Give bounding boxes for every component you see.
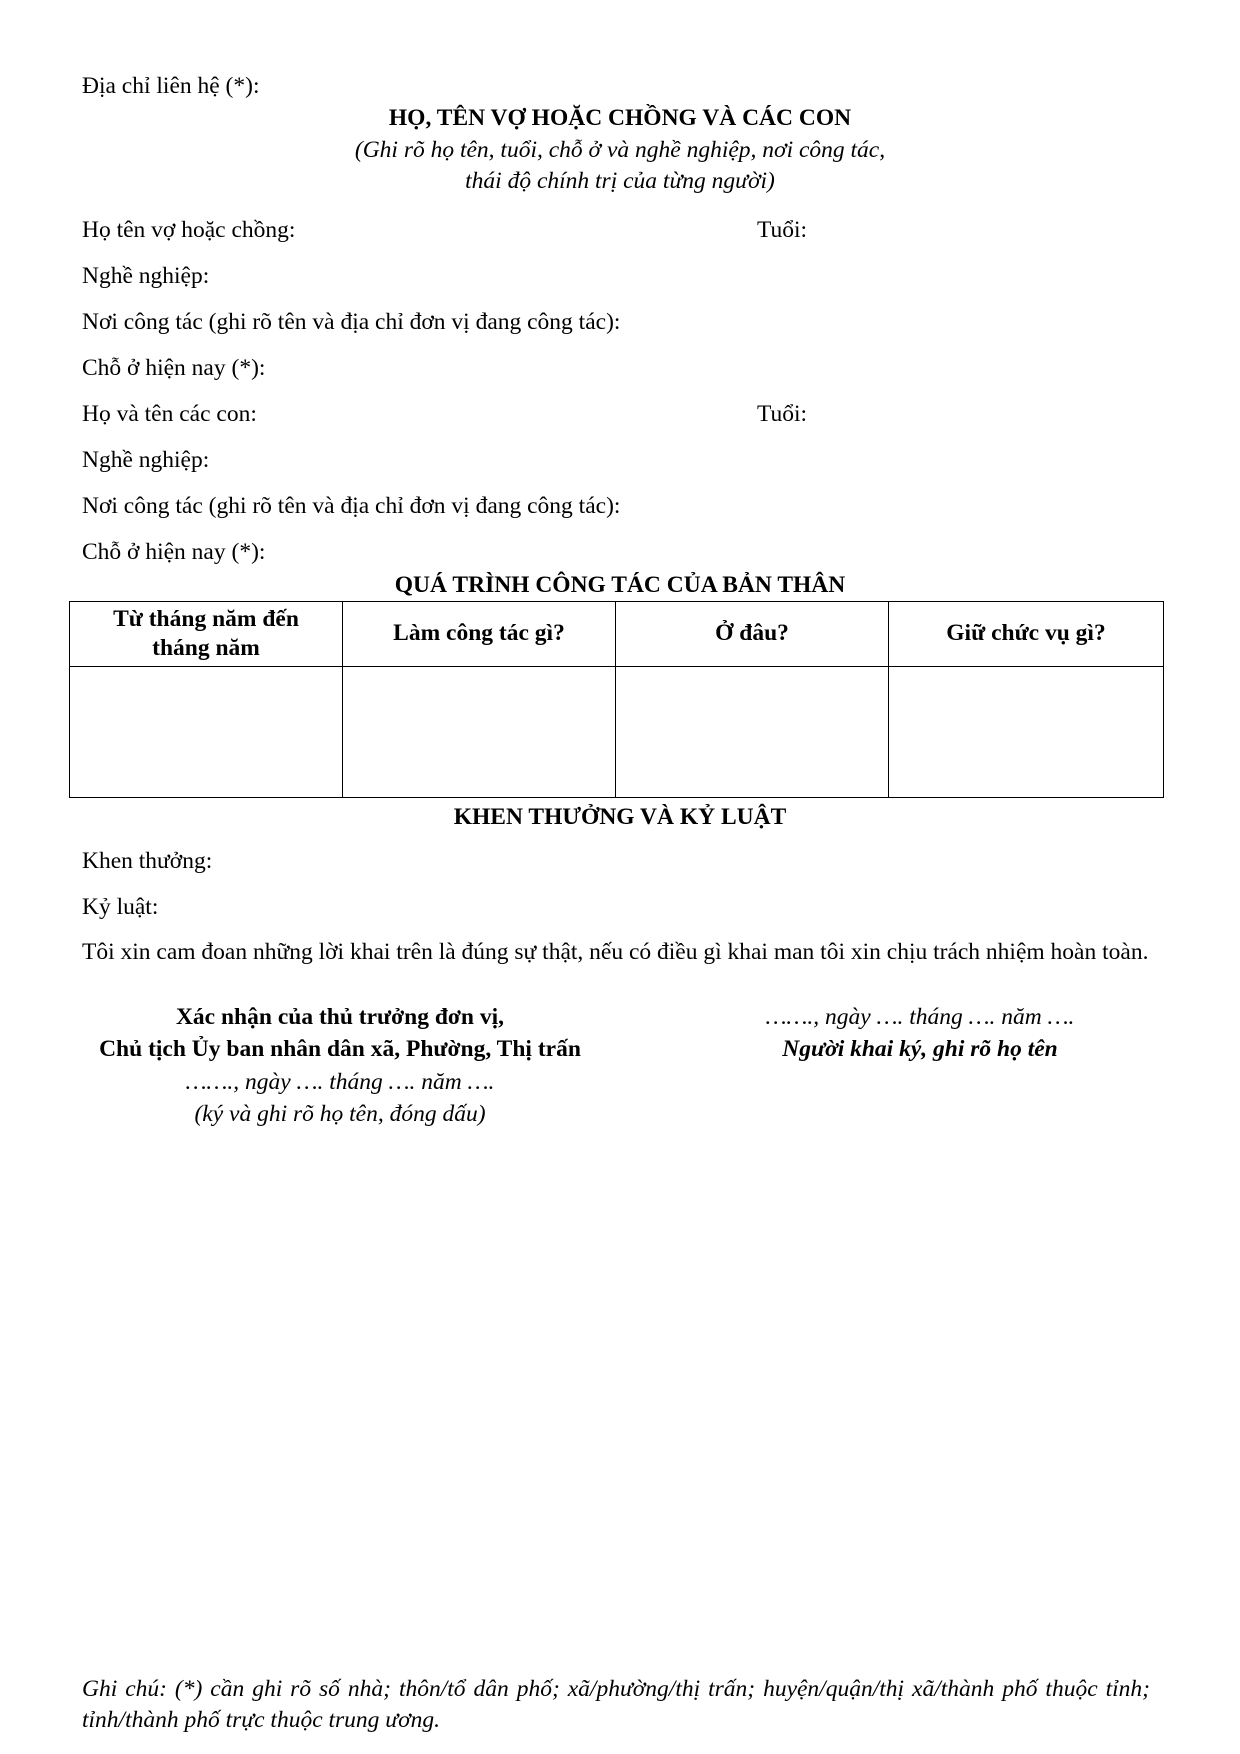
signature-left-line1: Xác nhận của thủ trưởng đơn vị,: [175, 1004, 505, 1030]
family-section-subtitle-line2: thái độ chính trị của từng người): [465, 168, 775, 194]
work-history-header-row: [70, 602, 1164, 667]
signature-block-left: [60, 1003, 620, 1130]
signature-left-note: (ký và ghi rõ họ tên, đóng dấu): [194, 1101, 486, 1128]
spouse-age-label: Tuổi:: [757, 217, 808, 243]
signature-block-right: [640, 1003, 1200, 1065]
signature-left-date: ……., ngày …. tháng …. năm ….: [185, 1068, 495, 1095]
table-row: [70, 667, 1164, 798]
spouse-residence-label: Chỗ ở hiện nay (*):: [82, 355, 266, 381]
spouse-name-label: Họ tên vợ hoặc chồng:: [82, 217, 296, 243]
children-residence-label: Chỗ ở hiện nay (*):: [82, 539, 266, 565]
table-cell-position[interactable]: [889, 667, 1164, 798]
children-occupation-label: Nghề nghiệp:: [82, 447, 210, 473]
signature-left-line2: Chủ tịch Ủy ban nhân dân xã, Phường, Thị trấn: [99, 1036, 581, 1063]
table-cell-period[interactable]: [70, 667, 343, 798]
work-history-table: [69, 601, 1164, 798]
work-history-title: QUÁ TRÌNH CÔNG TÁC CỦA BẢN THÂN: [394, 572, 846, 598]
signature-right-date: ……., ngày …. tháng …. năm ….: [765, 1004, 1075, 1030]
footnote: Ghi chú: (*) cần ghi rõ số nhà; thôn/tổ dân phố; xã/phường/thị trấn; huyện/quận/thị xã/thành phố thuộc tỉnh; tỉnh/thành phố trực thuộc trung ương.: [82, 1676, 1150, 1733]
column-header-location: Ở đâu?: [616, 602, 889, 667]
signature-right-line1: Người khai ký, ghi rõ họ tên: [782, 1036, 1058, 1063]
children-workplace-label: Nơi công tác (ghi rõ tên và địa chỉ đơn vị đang công tác):: [82, 493, 621, 519]
spouse-workplace-label: Nơi công tác (ghi rõ tên và địa chỉ đơn vị đang công tác):: [82, 309, 621, 335]
spouse-occupation-label: Nghề nghiệp:: [82, 263, 210, 289]
rewards-label: Khen thưởng:: [82, 848, 213, 874]
children-age-label: Tuổi:: [757, 401, 808, 427]
family-section-subtitle-line1: (Ghi rõ họ tên, tuổi, chỗ ở và nghề nghiệp, nơi công tác,: [354, 137, 886, 163]
children-name-label: Họ và tên các con:: [82, 401, 257, 427]
column-header-period: Từ tháng năm đến tháng năm: [70, 602, 343, 667]
rewards-section-title: KHEN THƯỞNG VÀ KỶ LUẬT: [453, 804, 787, 830]
family-section-title: HỌ, TÊN VỢ HOẶC CHỒNG VÀ CÁC CON: [388, 105, 852, 131]
declaration-text: Tôi xin cam đoan những lời khai trên là đúng sự thật, nếu có điều gì khai man tôi xin chịu trách nhiệm hoàn toàn.: [82, 939, 1149, 965]
table-cell-location[interactable]: [616, 667, 889, 798]
column-header-position: Giữ chức vụ gì?: [889, 602, 1164, 667]
table-cell-work[interactable]: [343, 667, 616, 798]
contact-address-label: Địa chỉ liên hệ (*):: [82, 73, 260, 99]
discipline-label: Kỷ luật:: [82, 894, 159, 920]
column-header-work: Làm công tác gì?: [343, 602, 616, 667]
